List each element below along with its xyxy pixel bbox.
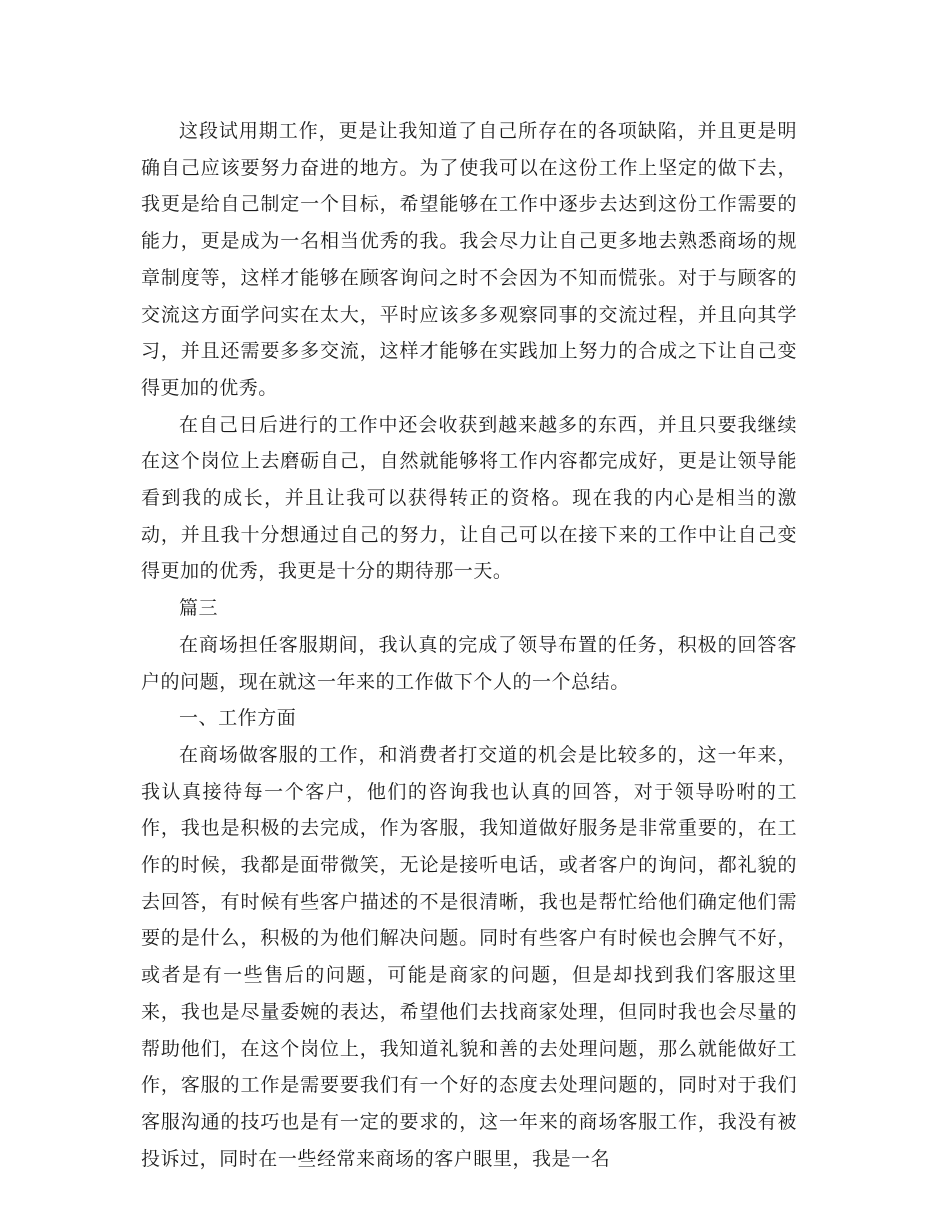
paragraph-probation-shortcomings: 这段试用期工作，更是让我知道了自己所存在的各项缺陷，并且更是明确自己应该要努力奋进的地方。为了使我可以在这份工作上坚定的做下去，我更是给自己制定一个目标，希望能够在工作中逐步去达到这份工作需要的能力，更是成为一名相当优秀的我。我会尽力让自己更多地去熟悉商场的规章制度等，这样才能够在顾客询问之时不会因为不知而慌张。对于与顾客的交流这方面学问实在太大，平时应该多多观察同事的交流过程，并且向其学习，并且还需要多多交流，这样才能够在实践加上努力的合成之下让自己变得更加的优秀。 <box>141 120 797 399</box>
paragraph-customer-service-intro: 在商场担任客服期间，我认真的完成了领导布置的任务，积极的回答客户的问题，现在就这一年来的工作做下个人的一个总结。 <box>141 633 797 693</box>
section-heading-part-three: 篇三 <box>179 597 219 620</box>
subheading-work-aspect: 一、工作方面 <box>179 707 297 730</box>
paragraph-customer-service-work: 在商场做客服的工作，和消费者打交道的机会是比较多的，这一年来，我认真接待每一个客户，他们的咨询我也认真的回答，对于领导吩咐的工作，我也是积极的去完成，作为客服，我知道做好服务是非常重要的，在工作的时候，我都是面带微笑，无论是接听电话，或者客户的询问，都礼貌的去回答，有时候有些客户描述的不是很清晰，我也是帮忙给他们确定他们需要的是什么，积极的为他们解决问题。同时有些客户有时候也会脾气不好，或者是有一些售后的问题，可能是商家的问题，但是却找到我们客服这里来，我也是尽量委婉的表达，希望他们去找商家处理，但同时我也会尽量的帮助他们，在这个岗位上，我知道礼貌和善的去处理问题，那么就能做好工作，客服的工作是需要要我们有一个好的态度去处理问题的，同时对于我们客服沟通的技巧也是有一定的要求的，这一年来的商场客服工作，我没有被投诉过，同时在一些经常来商场的客户眼里，我是一名 <box>141 743 797 1170</box>
paragraph-future-growth: 在自己日后进行的工作中还会收获到越来越多的东西，并且只要我继续在这个岗位上去磨砺自己，自然就能够将工作内容都完成好，更是让领导能看到我的成长，并且让我可以获得转正的资格。现在我的内心是相当的激动，并且我十分想通过自己的努力，让自己可以在接下来的工作中让自己变得更加的优秀，我更是十分的期待那一天。 <box>141 413 797 583</box>
document-body <box>141 113 797 1177</box>
